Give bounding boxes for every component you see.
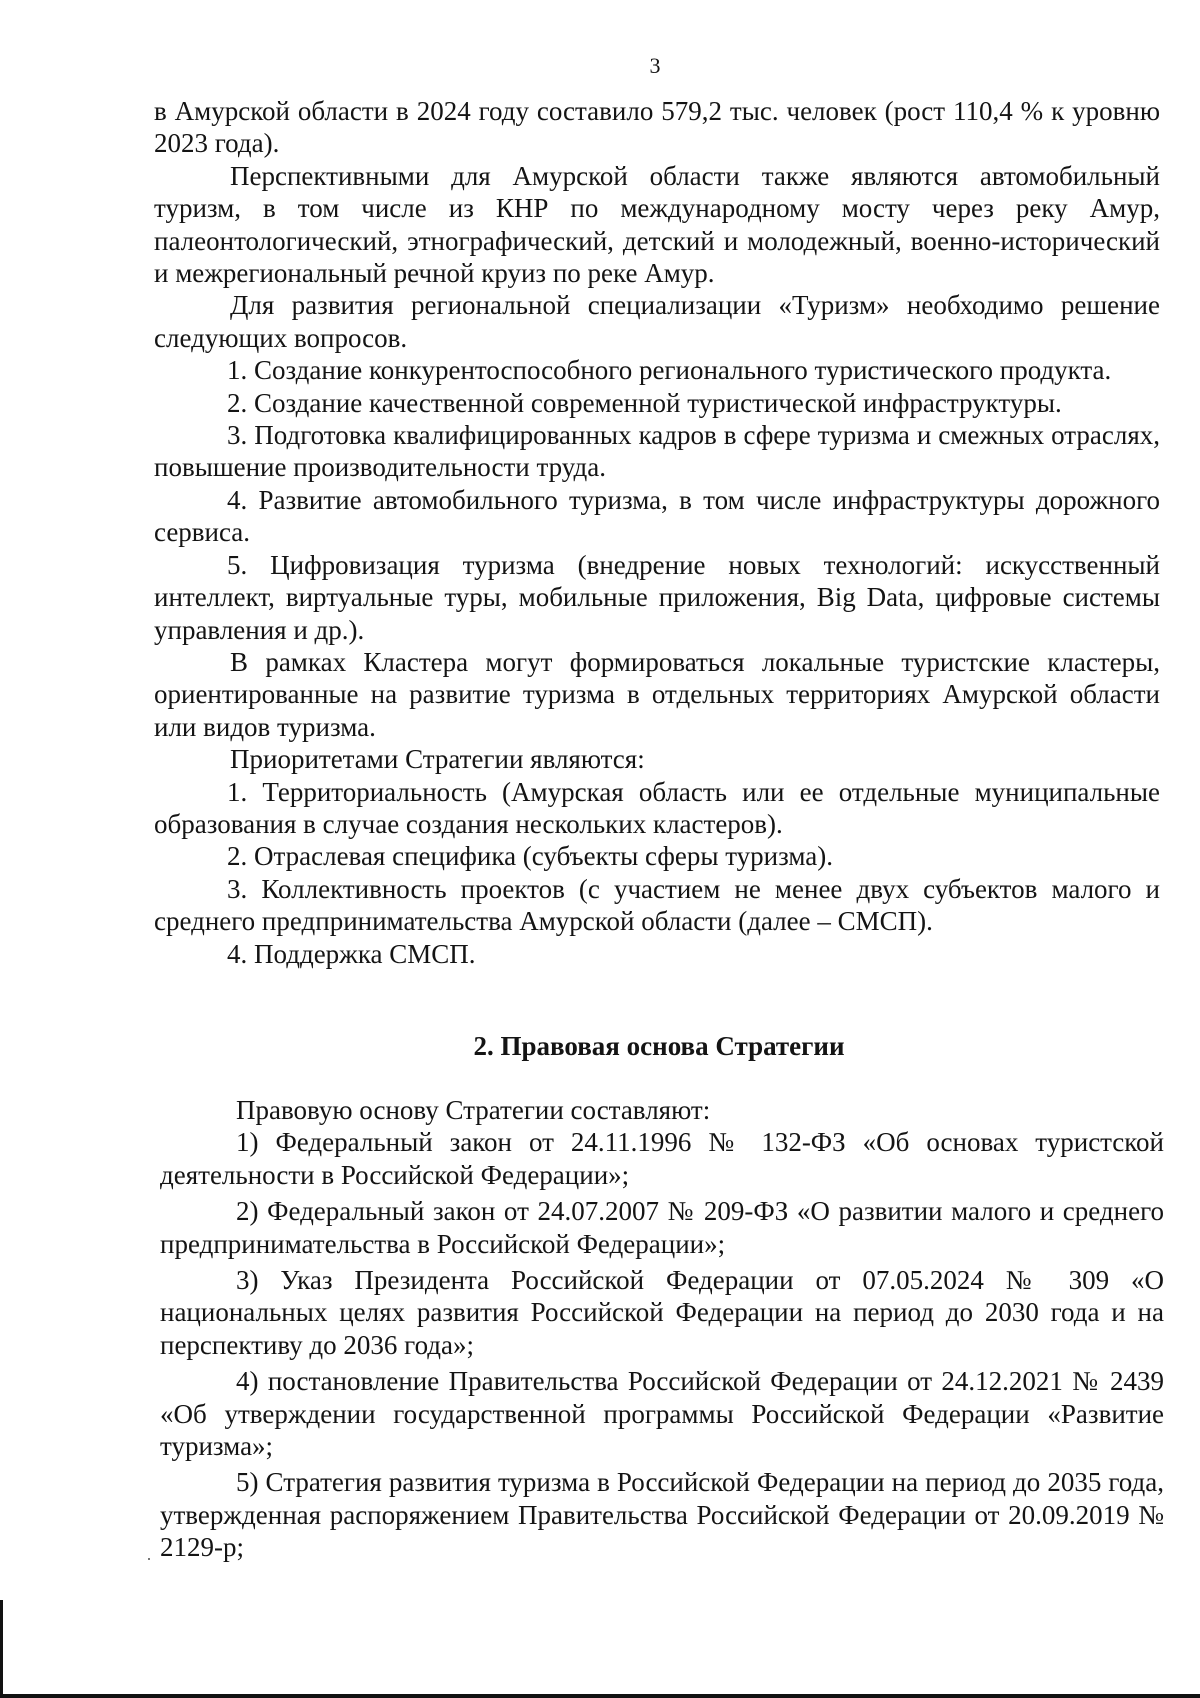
legal-act-item: 5) Стратегия развития туризма в Российской Федерации на период до 2035 года, утвержденная распоряжением Правительства Российской Федерации от 20.09.2019 № 2129-р; — [160, 1467, 1164, 1563]
legal-act-item: 2) Федеральный закон от 24.07.2007 № 209-ФЗ «О развитии малого и среднего предпринимательства в Российской Федерации»; — [160, 1196, 1164, 1259]
paragraph: Перспективными для Амурской области также являются автомобильный туризм, в том числе из КНР по международному мосту через реку Амур, палеонтологический, этнографический, детский и молодежный, военно-исторический и межрегиональный речной круиз по реке Амур. — [154, 160, 1160, 289]
page-number: 3 — [649, 53, 661, 78]
list-item: 5. Цифровизация туризма (внедрение новых технологий: искусственный интеллект, виртуальные туры, мобильные приложения, Big Data, цифровые системы управления и др.). — [154, 549, 1160, 645]
scan-edge-bottom — [0, 1694, 1200, 1698]
paragraph: Для развития региональной специализации «Туризм» необходимо решение следующих вопросов. — [154, 290, 1160, 353]
section-heading: 2. Правовая основа Стратегии — [473, 1031, 845, 1061]
list-item: 2. Создание качественной современной туристической инфраструктуры. — [227, 387, 1062, 418]
scan-speck — [148, 1558, 150, 1560]
list-item: 2. Отраслевая специфика (субъекты сферы туризма). — [227, 841, 834, 872]
legal-act-item: 3) Указ Президента Российской Федерации от 07.05.2024 № 309 «О национальных целях развития Российской Федерации на период до 2030 года и на перспективу до 2036 года»; — [160, 1265, 1164, 1360]
list-item: 4. Развитие автомобильного туризма, в том числе инфраструктуры дорожного сервиса. — [154, 484, 1160, 548]
paragraph: Приоритетами Стратегии являются: — [230, 744, 645, 775]
paragraph: в Амурской области в 2024 году составило 579,2 тыс. человек (рост 110,4 % к уровню 2023 года). — [154, 96, 1160, 159]
scan-edge-left — [0, 1600, 3, 1698]
section-1-body — [154, 95, 1160, 970]
list-item: 3. Подготовка квалифицированных кадров в сфере туризма и смежных отраслях, повышение производительности труда. — [154, 420, 1160, 483]
paragraph: В рамках Кластера могут формироваться локальные туристские кластеры, ориентированные на развитие туризма в отдельных территориях Амурской области или видов туризма. — [154, 646, 1160, 742]
paragraph: Правовую основу Стратегии составляют: — [236, 1095, 711, 1125]
list-item: 3. Коллективность проектов (с участием не менее двух субъектов малого и среднего предпринимательства Амурской области (далее – СМСП). — [154, 873, 1160, 937]
section-2-body — [160, 1094, 1164, 1564]
legal-act-item: 1) Федеральный закон от 24.11.1996 № 132-ФЗ «Об основах туристской деятельности в Российской Федерации»; — [160, 1127, 1164, 1190]
legal-act-item: 4) постановление Правительства Российской Федерации от 24.12.2021 № 2439 «Об утверждении государственной программы Российской Федерации «Развитие туризма»; — [160, 1366, 1164, 1462]
list-item: 4. Поддержка СМСП. — [227, 938, 476, 969]
list-item: 1. Создание конкурентоспособного регионального туристического продукта. — [227, 355, 1112, 386]
list-item: 1. Территориальность (Амурская область или ее отдельные муниципальные образования в случае создания нескольких кластеров). — [154, 776, 1160, 839]
